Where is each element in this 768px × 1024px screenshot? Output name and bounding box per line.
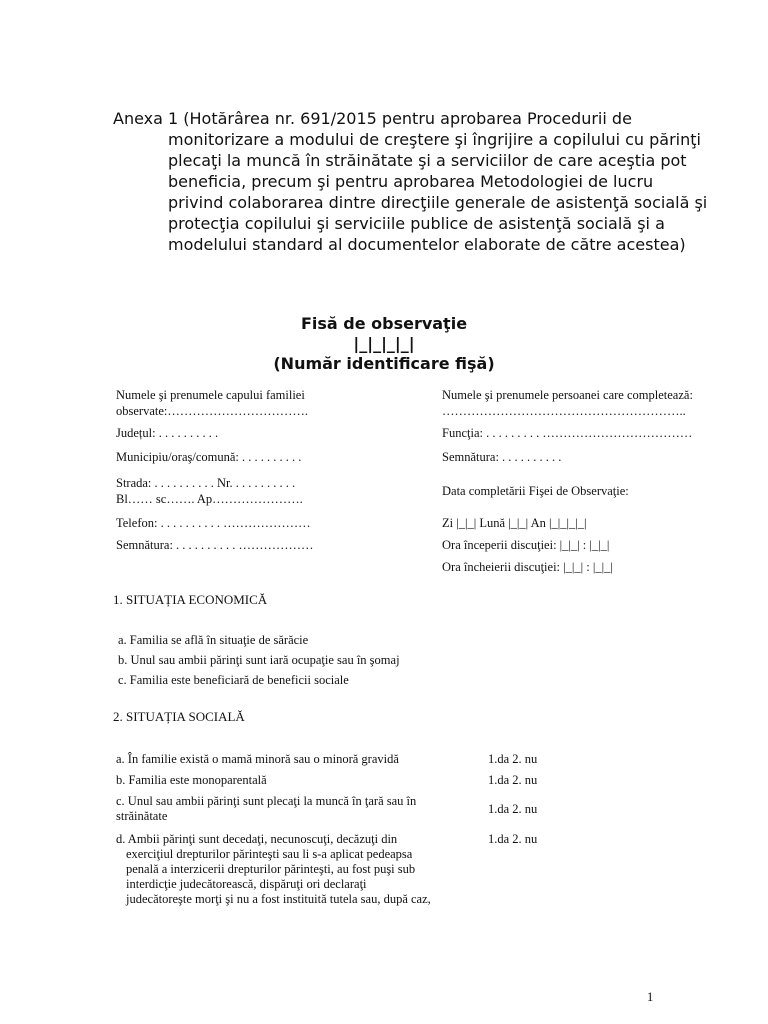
discussion-end-time: Ora încheierii discuţiei: |_|_| : |_|_| — [442, 560, 613, 574]
question-text: exerciţiul drepturilor părinteşti sau li s-a aplicat pedeapsa — [126, 847, 413, 861]
question-text: judecătoreşte morţi şi nu a fost instituită tutela sau, după caz, — [126, 892, 431, 906]
question-text: d. Ambii părinţi sunt decedaţi, necunoscuţi, decăzuţi din — [116, 832, 398, 846]
form-title: Fisă de observaţie — [300, 314, 468, 333]
family-signature-field: Semnătura: . . . . . . . . . . ……………… — [116, 538, 314, 552]
question-b — [116, 773, 486, 788]
form-id-boxes: |_|_|_|_| — [353, 334, 415, 353]
economic-section-title: 1. SITUAȚIA ECONOMICĂ — [113, 592, 268, 607]
completion-date-label: Data completării Fişei de Observaţie: — [442, 484, 629, 498]
economic-list — [118, 630, 400, 690]
assessor-info-column — [442, 387, 762, 575]
assessor-signature-field: Semnătura: . . . . . . . . . . — [442, 450, 562, 464]
question-a — [116, 752, 486, 767]
assessor-name-field: ………………………………………………….. — [442, 404, 686, 418]
question-text: interdicţie judecătorească, dispăruţi ori declaraţi — [126, 877, 367, 891]
list-item: b. Unul sau ambii părinţi sunt iară ocupaţie sau în şomaj — [118, 653, 400, 667]
discussion-start-time: Ora începerii discuţiei: |_|_| : |_|_| — [442, 538, 610, 552]
form-title-block — [0, 314, 768, 374]
family-info-column — [116, 387, 436, 553]
social-section-title: 2. SITUAȚIA SOCIALĂ — [113, 709, 245, 724]
answer-c: 1.da 2. nu — [488, 802, 538, 816]
annex-header: Anexa 1 (Hotărârea nr. 691/2015 pentru aprobarea Procedurii de monitorizare a modului de creştere şi îngrijire a copilului cu părinţi plecaţi la muncă în străinătate şi a serviciilor de care aceştia pot beneficia, precum şi pentru aprobarea Metodologiei de lucru privind colaborarea dintre direcţiile generale de asistenţă socială şi protecţia copilului şi serviciile publice de asistenţă socială şi a modelului standard al documentelor elaborate de către acestea) — [113, 109, 708, 254]
question-text: b. Familia este monoparentală — [116, 773, 267, 787]
building-field: Bl…… sc……. Ap…………………. — [116, 492, 303, 506]
question-d — [116, 832, 486, 907]
family-head-name-label: Numele şi prenumele capului familiei — [116, 388, 305, 402]
answer-d: 1.da 2. nu — [488, 832, 538, 846]
function-field: Funcţia: . . . . . . . . . ……………………………… — [442, 426, 693, 440]
question-text: a. În familie există o mamă minoră sau o minoră gravidă — [116, 752, 399, 766]
completion-date-fields: Zi |_|_| Lună |_|_| An |_|_|_|_| — [442, 516, 587, 530]
county-field: Județul: . . . . . . . . . . — [116, 426, 219, 440]
list-item: c. Familia este beneficiară de beneficii sociale — [118, 673, 349, 687]
question-text: penală a interzicerii drepturilor părinteşti, au fost puşi sub — [126, 862, 416, 876]
assessor-name-label: Numele şi prenumele persoanei care completează: — [442, 388, 693, 402]
phone-field: Telefon: . . . . . . . . . . ………………… — [116, 516, 311, 530]
form-id-caption: (Număr identificare fişă) — [273, 354, 495, 373]
page-number: 1 — [647, 990, 654, 1004]
question-c — [116, 794, 486, 824]
family-head-name-field: observate:……………………………. — [116, 404, 308, 418]
municipality-field: Municipiu/oraş/comună: . . . . . . . . . . — [116, 450, 302, 464]
answer-b: 1.da 2. nu — [488, 773, 538, 787]
street-field: Strada: . . . . . . . . . . Nr. . . . . . . . . . . — [116, 476, 296, 490]
question-text: străinătate — [116, 809, 168, 823]
answer-a: 1.da 2. nu — [488, 752, 538, 766]
list-item: a. Familia se află în situaţie de sărăcie — [118, 633, 309, 647]
question-text: c. Unul sau ambii părinţi sunt plecaţi la muncă în ţară sau în — [116, 794, 417, 808]
